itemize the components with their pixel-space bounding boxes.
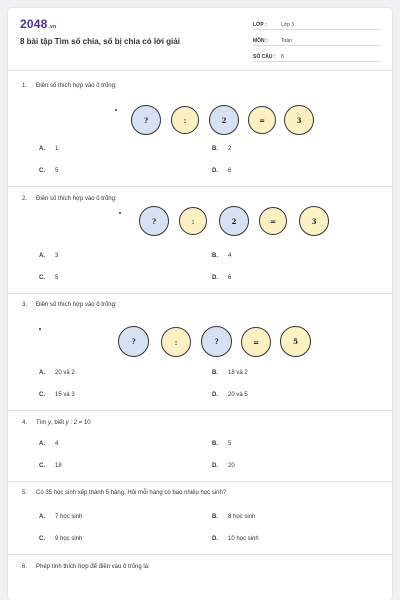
equation-circle-operator: : <box>171 106 199 134</box>
option-c[interactable] <box>39 392 75 398</box>
option-text: 5 <box>55 275 59 281</box>
option-d[interactable] <box>212 168 231 174</box>
option-letter: A. <box>39 253 45 259</box>
question-2-prompt <box>22 196 117 202</box>
question-text: Điền số thích hợp vào ô trống: <box>36 196 117 202</box>
meta-key: SỐ CÂU : <box>253 54 276 60</box>
option-letter: C. <box>39 536 45 542</box>
option-letter: D. <box>212 392 218 398</box>
option-a[interactable] <box>39 146 58 152</box>
option-text: 6 <box>228 168 232 174</box>
option-text: 20 <box>228 463 235 469</box>
variable: y <box>48 420 51 426</box>
option-text: 20 và 5 <box>228 392 248 398</box>
option-c[interactable] <box>39 536 82 542</box>
meta-value: 8 <box>281 54 284 60</box>
question-divider <box>8 410 392 411</box>
equation-circle-unknown: ? <box>118 326 149 357</box>
option-a[interactable] <box>39 441 58 447</box>
option-a[interactable] <box>39 370 75 376</box>
option-text: 15 và 3 <box>55 392 75 398</box>
question-divider <box>8 554 392 555</box>
question-divider <box>8 293 392 294</box>
option-b[interactable] <box>212 370 248 376</box>
question-divider <box>8 481 392 482</box>
question-number: 6. <box>22 564 28 570</box>
option-letter: D. <box>212 536 218 542</box>
option-letter: A. <box>39 514 45 520</box>
question-number: 3. <box>22 302 28 308</box>
option-a[interactable] <box>39 514 82 520</box>
question-text: , biết <box>51 420 66 426</box>
equation-circle-result: 3 <box>284 105 314 135</box>
equation-circle-equals: = <box>241 327 271 357</box>
meta-subject <box>253 34 381 46</box>
option-letter: A. <box>39 370 45 376</box>
question-number: 1. <box>22 83 28 89</box>
page-title: 8 bài tập Tìm số chia, số bị chia có lời giải <box>20 37 180 46</box>
question-text: Phép tính thích hợp để điền vào ô trống là: <box>36 564 150 570</box>
option-text: 10 học sinh <box>228 536 259 542</box>
logo-suffix: .vn <box>48 24 57 30</box>
option-a[interactable] <box>39 253 58 259</box>
question-1-prompt <box>22 83 117 89</box>
option-d[interactable] <box>212 392 248 398</box>
option-text: 3 <box>55 253 59 259</box>
option-d[interactable] <box>212 275 231 281</box>
option-letter: B. <box>212 514 218 520</box>
option-letter: B. <box>212 370 218 376</box>
option-text: 2 <box>228 146 232 152</box>
meta-grade <box>253 18 381 30</box>
meta-key: LỚP : <box>253 22 267 28</box>
image-placeholder-dot <box>119 212 121 214</box>
question-number: 5. <box>22 490 28 496</box>
option-c[interactable] <box>39 463 62 469</box>
worksheet <box>8 8 392 600</box>
variable: y <box>65 420 69 426</box>
image-placeholder-dot <box>115 109 117 111</box>
header-divider <box>8 70 392 71</box>
question-3-prompt <box>22 302 117 308</box>
option-letter: A. <box>39 146 45 152</box>
question-4-prompt <box>22 420 91 426</box>
option-letter: C. <box>39 275 45 281</box>
option-letter: B. <box>212 146 218 152</box>
meta-value: Toán <box>281 38 292 44</box>
question-6-prompt <box>22 564 150 570</box>
question-number: 4. <box>22 420 28 426</box>
meta-count <box>253 50 381 62</box>
site-logo[interactable] <box>20 17 56 31</box>
option-c[interactable] <box>39 168 58 174</box>
option-text: 18 và 2 <box>228 370 248 376</box>
question-5-prompt <box>22 490 226 496</box>
option-text: 20 và 2 <box>55 370 75 376</box>
option-letter: D. <box>212 275 218 281</box>
equation-circle-divisor: 2 <box>209 105 239 135</box>
meta-value: Lớp 3 <box>281 22 295 28</box>
question-number: 2. <box>22 196 28 202</box>
question-text: Có 35 học sinh xếp thành 5 hàng. Hỏi mỗi hàng có bao nhiêu học sinh? <box>36 490 227 496</box>
option-text: 18 <box>55 463 62 469</box>
equation-circle-operator: : <box>179 207 207 235</box>
image-placeholder-dot <box>39 328 41 330</box>
option-letter: B. <box>212 441 218 447</box>
question-text: : 2 = 10 <box>68 420 91 426</box>
option-letter: C. <box>39 168 45 174</box>
option-text: 7 học sinh <box>55 514 83 520</box>
equation-circle-unknown: ? <box>139 206 169 236</box>
equation-circle-divisor: 2 <box>219 206 249 236</box>
option-text: 5 <box>228 441 232 447</box>
question-text: Điền số thích hợp vào ô trống: <box>36 83 117 89</box>
question-text: Điền số thích hợp vào ô trống: <box>36 302 117 308</box>
option-text: 4 <box>228 253 232 259</box>
equation-circle-equals: = <box>259 207 287 235</box>
option-b[interactable] <box>212 253 231 259</box>
question-text: Tìm <box>36 420 48 426</box>
option-text: 6 <box>228 275 232 281</box>
option-text: 8 học sinh <box>228 514 256 520</box>
logo-text: 2048 <box>20 17 48 31</box>
equation-circle-result: 3 <box>299 206 329 236</box>
option-text: 5 <box>55 168 59 174</box>
meta-info <box>253 18 381 66</box>
equation-circle-unknown-2: ? <box>201 326 232 357</box>
option-d[interactable] <box>212 536 259 542</box>
option-b[interactable] <box>212 441 231 447</box>
meta-key: MÔN : <box>253 38 268 44</box>
equation-circle-unknown: ? <box>131 105 161 135</box>
option-text: 4 <box>55 441 59 447</box>
option-c[interactable] <box>39 275 58 281</box>
equation-circle-operator: : <box>161 327 191 357</box>
option-text: 1 <box>55 146 59 152</box>
equation-circle-equals: = <box>248 106 276 134</box>
option-letter: C. <box>39 392 45 398</box>
option-text: 9 học sinh <box>55 536 83 542</box>
option-letter: D. <box>212 463 218 469</box>
option-letter: A. <box>39 441 45 447</box>
option-letter: D. <box>212 168 218 174</box>
option-letter: B. <box>212 253 218 259</box>
option-d[interactable] <box>212 463 235 469</box>
option-b[interactable] <box>212 146 231 152</box>
equation-circle-result: 5 <box>280 326 311 357</box>
option-letter: C. <box>39 463 45 469</box>
question-divider <box>8 186 392 187</box>
option-b[interactable] <box>212 514 255 520</box>
